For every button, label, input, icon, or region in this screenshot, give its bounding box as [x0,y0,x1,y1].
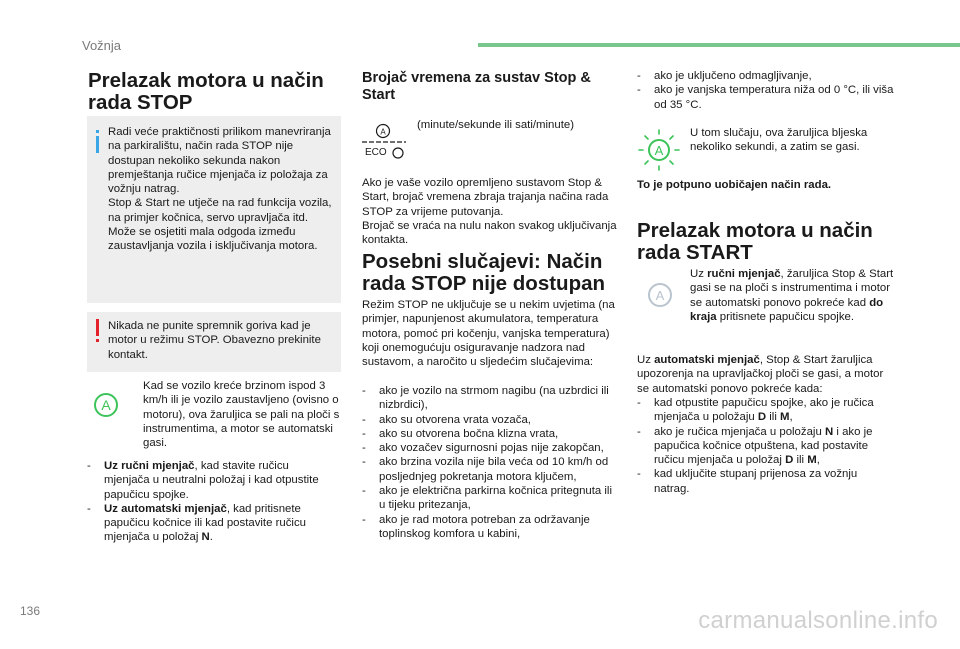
stop-start-green-icon [91,390,121,420]
svg-text:A: A [101,397,111,413]
counter-paragraph: Ako je vaše vozilo opremljeno sustavom Stop & Start, brojač vremena zbraja trajanja načina rada STOP za vrijeme putovanja. Brojač se vraća na nulu nakon svakog uključivanja kontakta. [362,177,617,247]
list-item: - ako je ručica mjenjača u položaju N i ako je papučica kočnice otpuštena, kad postavite ručicu mjenjača u položaj D ili M, [637,425,895,468]
title-time-counter: Brojač vremena za sustav Stop & Start [362,70,591,103]
list-item: - ako je uključeno odmagljivanje, [637,69,895,83]
title-start-mode: Prelazak motora u način rada START [637,219,873,264]
list-item: - ako vozačev sigurnosni pojas nije zakopčan, [362,441,620,455]
list-item: - Uz ručni mjenjač, kad stavite ručicu mjenjača u neutralni položaj i kad otpustite papučicu spojke. [87,459,337,502]
svg-text:A: A [380,127,386,137]
special-cases-paragraph: Režim STOP ne uključuje se u nekim uvjetima (na primjer, napunjenost akumulatora, temperatura motora, pomoć pri kočenju, vanjska temperatura) koji onemogućuju osiguravanje nadzora nad sustavom, a naročito u sljedećim slučajevima: [362,299,615,369]
automatic-gearbox-text: Uz automatski mjenjač, Stop & Start žaruljica upozorenja na upravljačkoj ploči se gasi, a motor se automatski ponovo pokreće kada: [637,354,884,395]
svg-text:A: A [654,143,664,158]
manual-gearbox-text: Uz ručni mjenjač, žaruljica Stop & Start gasi se na ploči s instrumentima i motor se automatski ponovo pokreće kad do kraja pritisnete papučicu spojke. [690,268,894,323]
warning-box [87,312,341,372]
list-item: - kad uključite stupanj prijenosa za vožnju natrag. [637,467,895,496]
list-item: - ako su otvorena bočna klizna vrata, [362,427,620,441]
title-special-cases: Posebni slučajevi: Način rada STOP nije dostupan [362,250,606,295]
list-item: - ako brzina vozila nije bila veća od 10 km/h od posljednjeg pokretanja motora ključem, [362,455,620,484]
list-item: - kad otpustite papučicu spojke, ako je ručica mjenjača u položaju D ili M, [637,396,895,425]
warning-icon [96,319,99,336]
section-title: Vožnja [82,38,122,53]
normal-operation-text: To je potpuno uobičajen način rada. [637,179,832,191]
stop-lamp-text: Kad se vozilo kreće brzinom ispod 3 km/h ili je vozilo zaustavljeno (ovisno o motoru), ova žaruljica se pali na ploči s instrumentima, a motor se automatski gasi. [143,380,340,450]
eco-label: ECO [365,147,387,158]
title-stop-mode: Prelazak motora u način rada STOP [88,69,324,114]
list-item: - ako je električna parkirna kočnica pritegnuta ili u tijeku pritezanja, [362,484,620,513]
extra-cases-list [637,69,895,112]
list-item: - ako su otvorena vrata vozača, [362,413,620,427]
warning-text: Nikada ne punite spremnik goriva kad je motor u režimu STOP. Obavezno prekinite kontakt. [108,320,321,361]
eco-counter-icon [360,122,410,164]
special-cases-list [362,384,620,541]
watermark: carmanualsonline.info [698,607,938,634]
info-text: Radi veće praktičnosti prilikom manevriranja na parkiralištu, način rada STOP nije dostupan nekoliko sekunda nakon premještanja ručice mjenjača iz položaja za vožnju natrag. Stop & Start ne utječe na rad funkcija vozila, na primjer kočnica, servo upravljača itd. Može se osjetiti mala odgoda između zaustavljanja vozila i isključivanja motora. [108,126,332,253]
page-number: 136 [20,604,41,618]
stop-conditions-list [87,459,337,545]
stop-start-flashing-icon [637,128,681,172]
flash-text: U tom slučaju, ova žaruljica bljeska nekoliko sekundi, a zatim se gasi. [690,127,868,154]
info-box [87,116,341,303]
header-accent-bar [478,43,960,47]
stop-start-grey-icon [646,281,674,309]
info-icon [96,136,99,153]
svg-text:A: A [655,288,665,303]
restart-conditions-list [637,396,895,496]
list-item: - ako je vozilo na strmom nagibu (na uzbrdici ili nizbrdici), [362,384,620,413]
counter-caption: (minute/sekunde ili sati/minute) [417,119,575,131]
list-item: - ako je vanjska temperatura niža od 0 °C, ili viša od 35 °C. [637,83,895,112]
list-item: - ako je rad motora potreban za održavanje toplinskog komfora u kabini, [362,513,620,542]
list-item: - Uz automatski mjenjač, kad pritisnete papučicu kočnice ili kad postavite ručicu mjenjača u položaj N. [87,502,337,545]
